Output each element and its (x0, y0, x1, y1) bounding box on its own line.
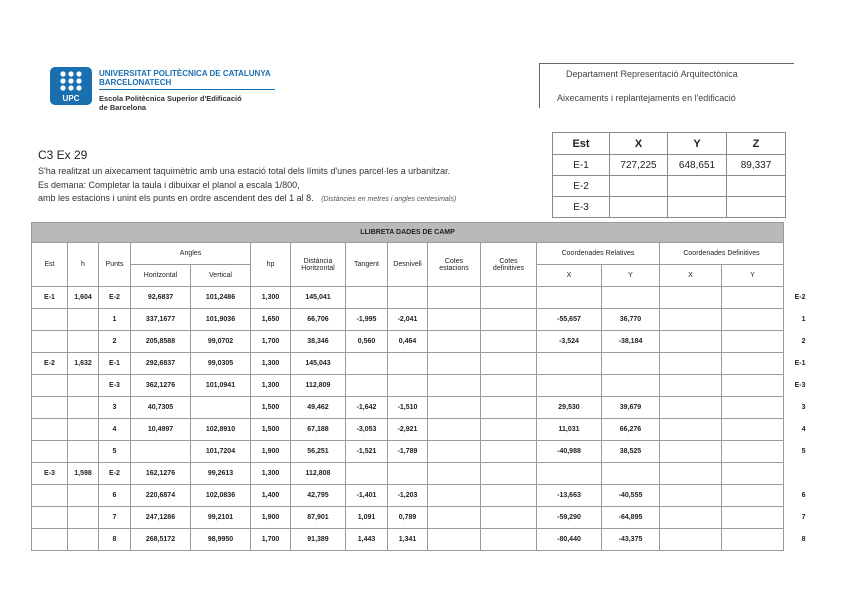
school-name: Escola Politècnica Superior d'Edificació de Barcelona (99, 94, 242, 112)
col-header-z: Z (727, 133, 786, 155)
cell-cotes-estacions (428, 309, 481, 331)
cell-vertical-angle (191, 397, 251, 419)
station-coordinates-table (552, 132, 786, 218)
cell: E-2 (553, 176, 610, 197)
cell-distance: 145,041 (291, 287, 346, 309)
col-header-rel-y: Y (602, 265, 660, 287)
row-side-label: 5 (784, 441, 810, 463)
table-row (32, 529, 810, 551)
col-header-y: Y (668, 133, 727, 155)
cell-def-x (660, 331, 722, 353)
cell-rel-x: -3,524 (537, 331, 602, 353)
cell-rel-y: -40,555 (602, 485, 660, 507)
row-side-label: 6 (784, 485, 810, 507)
cell-cotes-estacions (428, 441, 481, 463)
cell-hp: 1,700 (251, 331, 291, 353)
cell (727, 197, 786, 218)
cell-tangent: -1,521 (346, 441, 388, 463)
field-book-body (32, 287, 810, 551)
cell (727, 176, 786, 197)
exercise-line-3: amb les estacions i unint els punts en ordre ascendent des del 1 al 8. (Distàncies en metres i angles centesimals) (38, 193, 457, 203)
cell-desnivell (388, 463, 428, 485)
cell-desnivell (388, 375, 428, 397)
cell-station: E-3 (32, 463, 68, 485)
cell-hp: 1,300 (251, 463, 291, 485)
cell-rel-x: 29,530 (537, 397, 602, 419)
cell-point: 2 (99, 331, 131, 353)
cell-distance: 112,808 (291, 463, 346, 485)
cell-def-x (660, 397, 722, 419)
row-side-label: E-1 (784, 353, 810, 375)
cell-point: 7 (99, 507, 131, 529)
cell-horizontal-angle: 92,6837 (131, 287, 191, 309)
cell-h: 1,604 (68, 287, 99, 309)
table-row (32, 419, 810, 441)
cell-def-y (722, 353, 784, 375)
cell-point: 5 (99, 441, 131, 463)
coords-header-row (553, 133, 786, 155)
logo-text: UPC (62, 94, 80, 103)
cell (610, 197, 668, 218)
cell-tangent (346, 463, 388, 485)
cell-vertical-angle: 99,0702 (191, 331, 251, 353)
exercise-line-1: S'ha realitzat un aixecament taquimètric amb una estació total dels límits d'unes parcel·les a urbanitzar. (38, 166, 451, 176)
cell-def-y (722, 375, 784, 397)
cell-horizontal-angle: 268,5172 (131, 529, 191, 551)
cell-tangent: -1,642 (346, 397, 388, 419)
cell-def-y (722, 287, 784, 309)
col-header-hp: hp (251, 243, 291, 287)
table-row (553, 155, 786, 176)
cell-tangent: 1,091 (346, 507, 388, 529)
table-row (32, 309, 810, 331)
col-header-punts: Punts (99, 243, 131, 287)
cell-station (32, 529, 68, 551)
cell-station (32, 309, 68, 331)
cell-cotes-definitives (481, 529, 537, 551)
cell-rel-x: -59,290 (537, 507, 602, 529)
cell-h (68, 485, 99, 507)
header-row (32, 243, 810, 265)
cell: E-1 (553, 155, 610, 176)
col-header-distance: Distància Horitzontal (291, 243, 346, 287)
cell-point: 8 (99, 529, 131, 551)
cell-h (68, 375, 99, 397)
cell-point: 3 (99, 397, 131, 419)
cell-h (68, 529, 99, 551)
cell-distance: 145,043 (291, 353, 346, 375)
cell (668, 176, 727, 197)
cell-rel-x: -55,657 (537, 309, 602, 331)
cell-cotes-definitives (481, 419, 537, 441)
course-name: Aixecaments i replantejaments en l'edificació (557, 93, 736, 103)
cell-hp: 1,500 (251, 397, 291, 419)
cell-rel-y (602, 287, 660, 309)
cell-point: 1 (99, 309, 131, 331)
cell-def-y (722, 485, 784, 507)
col-header-desnivell: Desnivell (388, 243, 428, 287)
cell: E-3 (553, 197, 610, 218)
cell-hp: 1,500 (251, 419, 291, 441)
col-header-def-x: X (660, 265, 722, 287)
cell-cotes-estacions (428, 331, 481, 353)
cell-hp: 1,300 (251, 287, 291, 309)
cell-rel-y: -43,375 (602, 529, 660, 551)
cell-cotes-estacions (428, 419, 481, 441)
cell-vertical-angle: 101,7204 (191, 441, 251, 463)
row-side-label: 1 (784, 309, 810, 331)
cell: 727,225 (610, 155, 668, 176)
cell-hp: 1,400 (251, 485, 291, 507)
cell-cotes-estacions (428, 287, 481, 309)
department-name: Departament Representació Arquitectònica (566, 69, 738, 79)
cell-rel-y: 36,770 (602, 309, 660, 331)
cell-h (68, 309, 99, 331)
cell-cotes-estacions (428, 507, 481, 529)
cell-def-x (660, 485, 722, 507)
cell-cotes-estacions (428, 485, 481, 507)
cell-tangent: -1,995 (346, 309, 388, 331)
col-header-est: Est (32, 243, 68, 287)
col-header-horitzontal: Horitzontal (131, 265, 191, 287)
cell-desnivell: -2,921 (388, 419, 428, 441)
cell-rel-y: 38,525 (602, 441, 660, 463)
cell-def-y (722, 419, 784, 441)
cell-horizontal-angle: 247,1286 (131, 507, 191, 529)
cell-distance: 49,462 (291, 397, 346, 419)
cell-distance: 67,188 (291, 419, 346, 441)
cell-rel-x: -40,988 (537, 441, 602, 463)
cell-h (68, 397, 99, 419)
cell-horizontal-angle: 220,6874 (131, 485, 191, 507)
row-side-label: 8 (784, 529, 810, 551)
table-row (32, 287, 810, 309)
field-book-banner: LLIBRETA DADES DE CAMP (32, 223, 784, 243)
cell-h (68, 507, 99, 529)
cell-rel-y: -38,184 (602, 331, 660, 353)
cell-horizontal-angle: 10,4997 (131, 419, 191, 441)
cell-tangent: 1,443 (346, 529, 388, 551)
table-row (32, 331, 810, 353)
cell-def-x (660, 287, 722, 309)
cell-def-x (660, 419, 722, 441)
cell-rel-x (537, 375, 602, 397)
cell-rel-x (537, 353, 602, 375)
cell-point: E-3 (99, 375, 131, 397)
cell-cotes-definitives (481, 287, 537, 309)
divider (99, 89, 275, 90)
table-row (32, 441, 810, 463)
cell-cotes-definitives (481, 353, 537, 375)
cell-point: E-2 (99, 463, 131, 485)
cell-cotes-definitives (481, 397, 537, 419)
cell-vertical-angle: 99,2613 (191, 463, 251, 485)
cell-cotes-estacions (428, 397, 481, 419)
cell-tangent (346, 353, 388, 375)
university-name: UNIVERSITAT POLITÈCNICA DE CATALUNYA BARCELONATECH (99, 69, 271, 87)
table-row (553, 197, 786, 218)
cell-cotes-definitives (481, 375, 537, 397)
cell-station (32, 441, 68, 463)
cell-rel-x: -13,663 (537, 485, 602, 507)
table-row (32, 463, 810, 485)
col-header-tangent: Tangent (346, 243, 388, 287)
cell-desnivell: 0,789 (388, 507, 428, 529)
cell-rel-y (602, 353, 660, 375)
cell-hp: 1,900 (251, 441, 291, 463)
cell-vertical-angle: 101,2486 (191, 287, 251, 309)
cell-tangent (346, 375, 388, 397)
cell-rel-y: 66,276 (602, 419, 660, 441)
cell-horizontal-angle: 40,7305 (131, 397, 191, 419)
cell-desnivell: -2,041 (388, 309, 428, 331)
cell-desnivell: 0,464 (388, 331, 428, 353)
cell-def-x (660, 309, 722, 331)
cell (668, 197, 727, 218)
col-header-cotes-definitives: Cotes definitives (481, 243, 537, 287)
cell: 89,337 (727, 155, 786, 176)
cell-desnivell: -1,789 (388, 441, 428, 463)
cell-vertical-angle: 99,0305 (191, 353, 251, 375)
cell-cotes-definitives (481, 331, 537, 353)
cell-distance: 38,346 (291, 331, 346, 353)
cell-desnivell: 1,341 (388, 529, 428, 551)
row-side-label: E-3 (784, 375, 810, 397)
row-side-label: 7 (784, 507, 810, 529)
cell-rel-x (537, 287, 602, 309)
col-header-h: h (68, 243, 99, 287)
cell-vertical-angle: 101,9036 (191, 309, 251, 331)
cell-cotes-definitives (481, 507, 537, 529)
cell: 648,651 (668, 155, 727, 176)
table-row (32, 353, 810, 375)
cell-station (32, 375, 68, 397)
cell-horizontal-angle: 292,6837 (131, 353, 191, 375)
cell-def-y (722, 529, 784, 551)
cell-station (32, 507, 68, 529)
cell-tangent (346, 287, 388, 309)
cell-h: 1,632 (68, 353, 99, 375)
col-header-est: Est (553, 133, 610, 155)
row-side-label: 4 (784, 419, 810, 441)
cell-def-x (660, 463, 722, 485)
cell-cotes-estacions (428, 463, 481, 485)
cell-rel-y: -64,895 (602, 507, 660, 529)
exercise-line-2: Es demana: Completar la taula i dibuixar el planol a escala 1/800, (38, 180, 300, 190)
cell-horizontal-angle: 337,1677 (131, 309, 191, 331)
cell (610, 176, 668, 197)
col-header-rel-x: X (537, 265, 602, 287)
cell-rel-x: 11,031 (537, 419, 602, 441)
cell-horizontal-angle (131, 441, 191, 463)
banner-row (32, 223, 810, 243)
col-header-angles: Angles (131, 243, 251, 265)
cell-tangent: -1,401 (346, 485, 388, 507)
cell-distance: 56,251 (291, 441, 346, 463)
cell-vertical-angle: 98,9950 (191, 529, 251, 551)
cell-def-y (722, 331, 784, 353)
cell-hp: 1,900 (251, 507, 291, 529)
cell-hp: 1,300 (251, 375, 291, 397)
col-header-cotes-estacions: Cotes estacions (428, 243, 481, 287)
cell-def-y (722, 309, 784, 331)
cell-h (68, 331, 99, 353)
cell-station (32, 397, 68, 419)
cell-horizontal-angle: 205,8588 (131, 331, 191, 353)
cell-def-x (660, 507, 722, 529)
cell-cotes-estacions (428, 375, 481, 397)
table-row (553, 176, 786, 197)
cell-h: 1,598 (68, 463, 99, 485)
row-side-label (784, 463, 810, 485)
cell-desnivell (388, 353, 428, 375)
table-row (32, 485, 810, 507)
col-header-coord-relatives: Coordenades Relatives (537, 243, 660, 265)
cell-def-y (722, 507, 784, 529)
cell-desnivell (388, 287, 428, 309)
cell-point: E-1 (99, 353, 131, 375)
cell-rel-y (602, 375, 660, 397)
table-row (32, 507, 810, 529)
cell-horizontal-angle: 162,1276 (131, 463, 191, 485)
cell-rel-x (537, 463, 602, 485)
cell-desnivell: -1,510 (388, 397, 428, 419)
cell-vertical-angle: 102,0836 (191, 485, 251, 507)
row-side-label: E-2 (784, 287, 810, 309)
col-header-coord-definitives: Coordenades Definitives (660, 243, 784, 265)
col-header-def-y: Y (722, 265, 784, 287)
cell-def-x (660, 529, 722, 551)
cell-def-x (660, 441, 722, 463)
col-header-x: X (610, 133, 668, 155)
cell-hp: 1,650 (251, 309, 291, 331)
exercise-title: C3 Ex 29 (38, 148, 88, 162)
cell-tangent: 0,560 (346, 331, 388, 353)
cell-def-y (722, 441, 784, 463)
cell-cotes-definitives (481, 485, 537, 507)
cell-def-x (660, 353, 722, 375)
cell-vertical-angle: 101,0941 (191, 375, 251, 397)
cell-rel-x: -80,440 (537, 529, 602, 551)
cell-def-y (722, 463, 784, 485)
cell-vertical-angle: 102,8910 (191, 419, 251, 441)
col-header-vertical: Vertical (191, 265, 251, 287)
cell-distance: 42,795 (291, 485, 346, 507)
cell-rel-y (602, 463, 660, 485)
cell-hp: 1,300 (251, 353, 291, 375)
cell-station (32, 419, 68, 441)
cell-h (68, 419, 99, 441)
cell-vertical-angle: 99,2101 (191, 507, 251, 529)
cell-cotes-estacions (428, 529, 481, 551)
cell-rel-y: 39,679 (602, 397, 660, 419)
cell-distance: 87,901 (291, 507, 346, 529)
cell-cotes-definitives (481, 463, 537, 485)
cell-station: E-1 (32, 287, 68, 309)
table-row (32, 375, 810, 397)
row-side-label: 2 (784, 331, 810, 353)
cell-point: E-2 (99, 287, 131, 309)
row-side-label: 3 (784, 397, 810, 419)
cell-distance: 66,706 (291, 309, 346, 331)
cell-def-y (722, 397, 784, 419)
cell-hp: 1,700 (251, 529, 291, 551)
units-note: (Distàncies en metres i angles centesimals) (321, 196, 457, 203)
cell-cotes-definitives (481, 441, 537, 463)
upc-logo (50, 67, 92, 105)
cell-point: 6 (99, 485, 131, 507)
cell-station (32, 331, 68, 353)
cell-station (32, 485, 68, 507)
cell-tangent: -3,053 (346, 419, 388, 441)
cell-h (68, 441, 99, 463)
cell-point: 4 (99, 419, 131, 441)
cell-station: E-2 (32, 353, 68, 375)
field-book-table (31, 222, 810, 551)
cell-desnivell: -1,203 (388, 485, 428, 507)
cell-def-x (660, 375, 722, 397)
cell-distance: 91,389 (291, 529, 346, 551)
cell-cotes-definitives (481, 309, 537, 331)
table-row (32, 397, 810, 419)
cell-distance: 112,809 (291, 375, 346, 397)
cell-horizontal-angle: 362,1276 (131, 375, 191, 397)
cell-cotes-estacions (428, 353, 481, 375)
